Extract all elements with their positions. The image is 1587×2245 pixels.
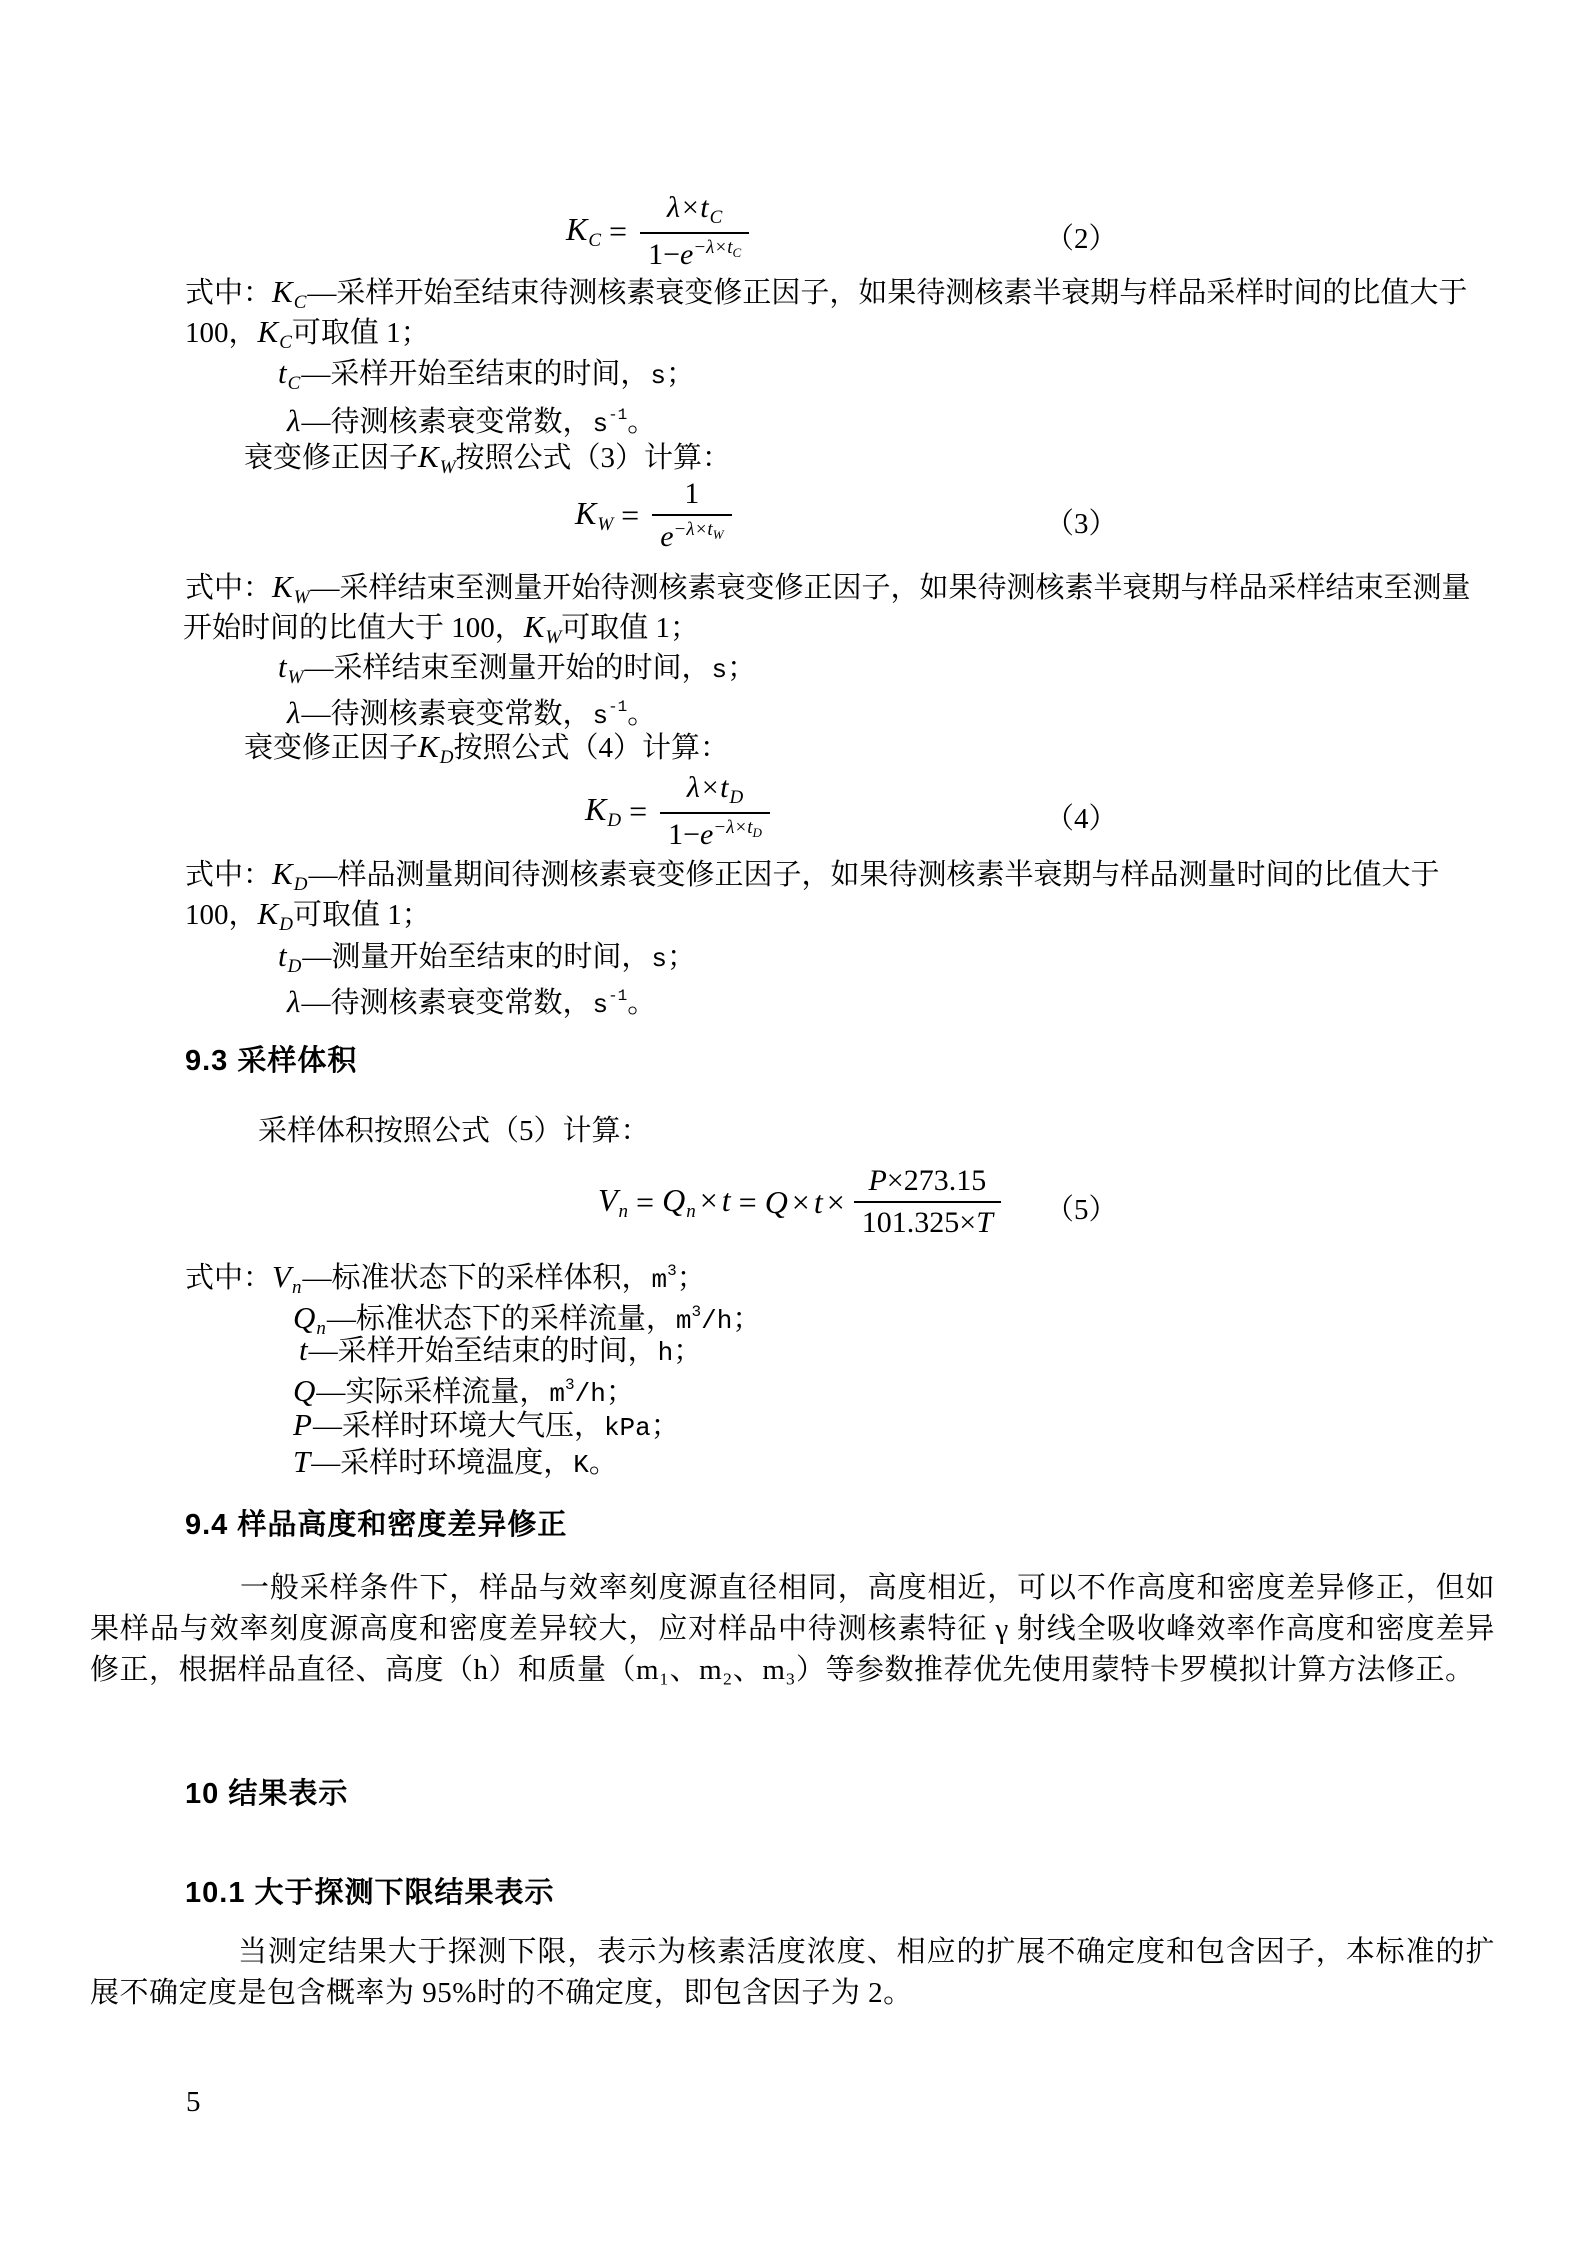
equation-3-formula: KW = $\frac{1}{e^{-\lambda\times t_W}}$ (575, 468, 737, 563)
eq5-q-t: Q × t × (764, 1183, 845, 1220)
definition-line: 式中：$K_D—$样品测量期间待测核素衰变修正因子，如果待测核素半衰期与样品测量时间的比值大于 (185, 856, 1440, 895)
eq2-fraction: $\frac{\lambda\times t_C}{1-e^{-\lambda\times t_C}}$ (640, 191, 749, 272)
definition-line: $Q_n—$标准状态下的采样流量，$m^3/h$； (293, 1300, 762, 1339)
definition-line: 100，$K_D$可取值 1； (185, 896, 431, 935)
eq5-lhs: Vn (598, 1181, 629, 1222)
section-10-heading: 10 结果表示 (185, 1778, 349, 1810)
section-10-1-heading: 10.1 大于探测下限结果表示 (185, 1877, 555, 1909)
equation-3-row (0, 468, 1587, 563)
definition-line: 式中：$K_C—$采样开始至结束待测核素衰变修正因子，如果待测核素半衰期与样品采样时间的比值大于 (185, 274, 1468, 313)
definition-line: $t_W—$采样结束至测量开始的时间，s； (278, 649, 757, 688)
definition-line: P—采样时环境大气压，kPa； (293, 1407, 680, 1443)
equation-4-formula: KD = $\frac{\lambda\times t_D}{1-e^{-\lambda\times t_D}}$ (585, 766, 775, 856)
section-9-3-heading: 9.3 采样体积 (185, 1045, 358, 1077)
eq4-lhs: KD (585, 790, 622, 831)
equation-2-number: （2） (1045, 223, 1118, 255)
definition-line: λ—待测核素衰变常数，$s^{-1}$。 (287, 403, 657, 439)
eq5-fraction: $\frac{P\times 273.15}{101.325\times T}$ (854, 1164, 1001, 1240)
equation-5-formula: Vn = Qn × t = Q × t × $\frac{P\times 273.15}{101.325\times T}$ (598, 1156, 1006, 1248)
formula-intro-line: 采样体积按照公式（5）计算： (258, 1115, 650, 1147)
formula-intro-line: 衰变修正因子$K_D$按照公式（4）计算： (244, 729, 729, 768)
definition-line: λ—待测核素衰变常数，$s^{-1}$。 (287, 984, 657, 1020)
page-number: 5 (186, 2086, 201, 2118)
definition-line: $t_D—$测量开始至结束的时间，s； (278, 938, 696, 977)
definition-line: λ—待测核素衰变常数，$s^{-1}$。 (287, 695, 657, 731)
equation-2-row (0, 186, 1587, 276)
equation-2-formula: KC = $\frac{\lambda\times t_C}{1-e^{-\lambda\times t_C}}$ (566, 186, 754, 276)
definition-line: T—采样时环境温度，K。 (293, 1444, 618, 1480)
definition-line: t—采样开始至结束的时间，h； (299, 1332, 703, 1368)
formula-intro-line: 衰变修正因子$K_W$按照公式（3）计算： (244, 439, 732, 478)
definition-line: $t_C—$采样开始至结束的时间，s； (278, 355, 695, 394)
eq2-lhs: KC (566, 210, 602, 251)
equation-4-row (0, 766, 1587, 856)
eq3-lhs: KW (575, 495, 614, 535)
eq5-qn-t: Qn × t (662, 1181, 731, 1222)
eq4-fraction: $\frac{\lambda\times t_D}{1-e^{-\lambda\times t_D}}$ (660, 771, 770, 852)
definition-line: 式中：$V_n—$标准状态下的采样体积，$m^3$； (185, 1259, 706, 1298)
section-10-1-paragraph: 当测定结果大于探测下限，表示为核素活度浓度、相应的扩展不确定度和包含因子，本标准的扩展不确定度是包含概率为 95%时的不确定度，即包含因子为 2。 (90, 1936, 1495, 2009)
equation-4-number: （4） (1045, 803, 1118, 835)
equation-5-number: （5） (1045, 1194, 1118, 1226)
definition-line: 式中：$K_W—$采样结束至测量开始待测核素衰变修正因子，如果待测核素半衰期与样品采样结束至测量 (185, 569, 1471, 608)
definition-line: 开始时间的比值大于 100，$K_W$可取值 1； (183, 609, 700, 648)
definition-line: 100，$K_C$可取值 1； (185, 314, 430, 353)
equation-5-row (0, 1156, 1587, 1248)
section-9-4-heading: 9.4 样品高度和密度差异修正 (185, 1509, 568, 1541)
equation-3-number: （3） (1045, 508, 1118, 540)
section-9-4-paragraph: 一般采样条件下，样品与效率刻度源直径相同，高度相近，可以不作高度和密度差异修正，但如果样品与效率刻度源高度和密度差异较大，应对样品中待测核素特征 γ 射线全吸收峰效率作高度和密度差异修正，根据样品直径、高度（h）和质量（m₁、m₂、m₃）等参数推荐优先使用蒙特卡罗模拟计算方法修正。 (90, 1572, 1495, 1686)
definition-line: Q—实际采样流量，$m^3/h$； (293, 1373, 635, 1409)
eq3-fraction: $\frac{1}{e^{-\lambda\times t_W}}$ (652, 477, 731, 554)
